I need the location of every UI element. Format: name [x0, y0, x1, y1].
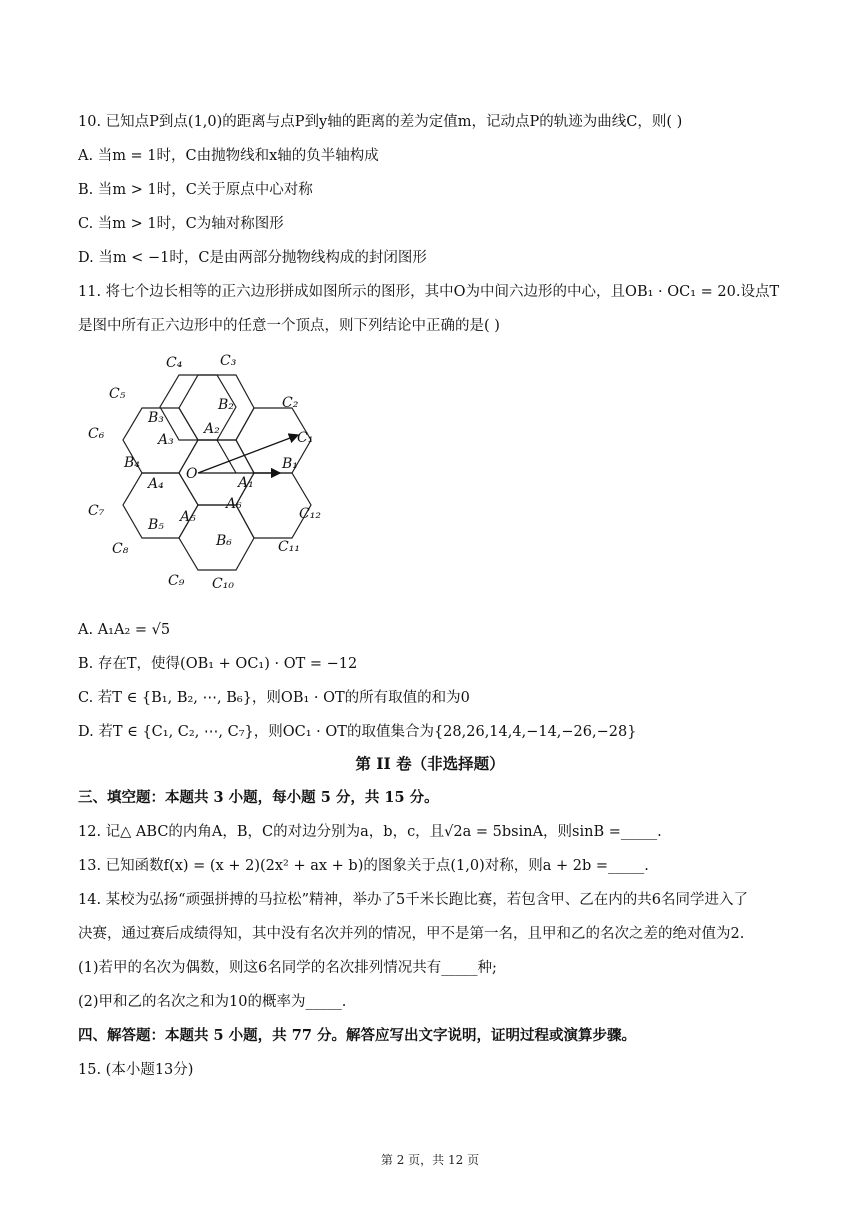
q14-line1: 14. 某校为弘扬“顽强拼搏的马拉松”精神，举办了5千米长跑比赛，若包含甲、乙在内的共6名同学进入了: [78, 892, 748, 908]
q14-part1: (1)若甲的名次为偶数，则这6名同学的名次排列情况共有_____种;: [78, 960, 497, 976]
q11-stem-line1: 11. 将七个边长相等的正六边形拼成如图所示的图形，其中O为中间六边形的中心，且OB₁ · OC₁ = 20.设点T: [78, 284, 780, 300]
label-c4: C₄: [166, 355, 183, 371]
label-c2: C₂: [282, 395, 299, 411]
section-3-heading: 三、填空题：本题共 3 小题，每小题 5 分，共 15 分。: [78, 789, 439, 806]
hexagon-figure: [80, 345, 340, 600]
label-c8: C₈: [112, 541, 129, 557]
q11-option-d: D. 若T ∈ {C₁, C₂, ⋯, C₇}，则OC₁ · OT的取值集合为{28,26,14,4,−14,−26,−28}: [78, 724, 637, 740]
q11-option-b: B. 存在T，使得(OB₁ + OC₁) · OT = −12: [78, 656, 358, 672]
label-c9: C₉: [168, 573, 185, 589]
label-a1: A₁: [238, 475, 254, 491]
label-o: O: [186, 466, 198, 482]
label-c1: C₁: [297, 430, 314, 446]
label-a2: A₂: [204, 421, 220, 437]
q10-option-d: D. 当m < −1时，C是由两部分抛物线构成的封闭图形: [78, 250, 427, 266]
label-b1: B₁: [282, 456, 298, 472]
section-4-heading: 四、解答题：本题共 5 小题，共 77 分。解答应写出文字说明，证明过程或演算步骤。: [78, 1027, 636, 1044]
q11-stem-line2: 是图中所有正六边形中的任意一个顶点，则下列结论中正确的是( ): [78, 318, 500, 334]
label-c12: C₁₂: [299, 506, 321, 522]
label-b3: B₃: [148, 410, 164, 426]
page-footer: 第 2 页，共 12 页: [380, 1153, 480, 1167]
label-b4: B₄: [124, 455, 140, 471]
label-c5: C₅: [109, 386, 126, 402]
q14-part2: (2)甲和乙的名次之和为10的概率为_____.: [78, 994, 347, 1010]
label-b2: B₂: [218, 397, 234, 413]
label-a6: A₆: [226, 496, 242, 512]
label-b6: B₆: [216, 533, 232, 549]
label-b5: B₅: [148, 517, 164, 533]
segment-a2-a1: [217, 440, 236, 473]
label-c10: C₁₀: [212, 576, 234, 592]
label-c6: C₆: [88, 426, 105, 442]
label-a4: A₄: [148, 476, 164, 492]
q11-option-a: A. A₁A₂ = √5: [78, 622, 171, 638]
q11-option-c: C. 若T ∈ {B₁, B₂, ⋯, B₆}，则OB₁ · OT的所有取值的和为0: [78, 690, 470, 706]
label-c3: C₃: [220, 353, 237, 369]
q15-heading: 15. (本小题13分): [78, 1062, 194, 1078]
q14-line2: 决赛，通过赛后成绩得知，其中没有名次并列的情况，甲不是第一名，且甲和乙的名次之差的绝对值为2.: [78, 926, 745, 942]
part-2-title: 第 II 卷（非选择题）: [355, 754, 505, 773]
q10-stem: 10. 已知点P到点(1,0)的距离与点P到y轴的距离的差为定值m，记动点P的轨迹为曲线C，则( ): [78, 114, 683, 130]
label-a5: A₅: [180, 509, 196, 525]
q10-option-b: B. 当m > 1时，C关于原点中心对称: [78, 182, 313, 198]
q13: 13. 已知函数f(x) = (x + 2)(2x² + ax + b)的图象关于点(1,0)对称，则a + 2b =_____.: [78, 858, 649, 874]
q10-option-c: C. 当m > 1时，C为轴对称图形: [78, 216, 284, 232]
label-a3: A₃: [158, 432, 174, 448]
q12: 12. 记△ ABC的内角A，B，C的对边分别为a，b，c，且√2a = 5bsinA，则sinB =_____.: [78, 824, 662, 840]
q10-option-a: A. 当m = 1时，C由抛物线和x轴的负半轴构成: [78, 148, 379, 164]
label-c7: C₇: [88, 503, 105, 519]
label-c11: C₁₁: [278, 539, 300, 555]
